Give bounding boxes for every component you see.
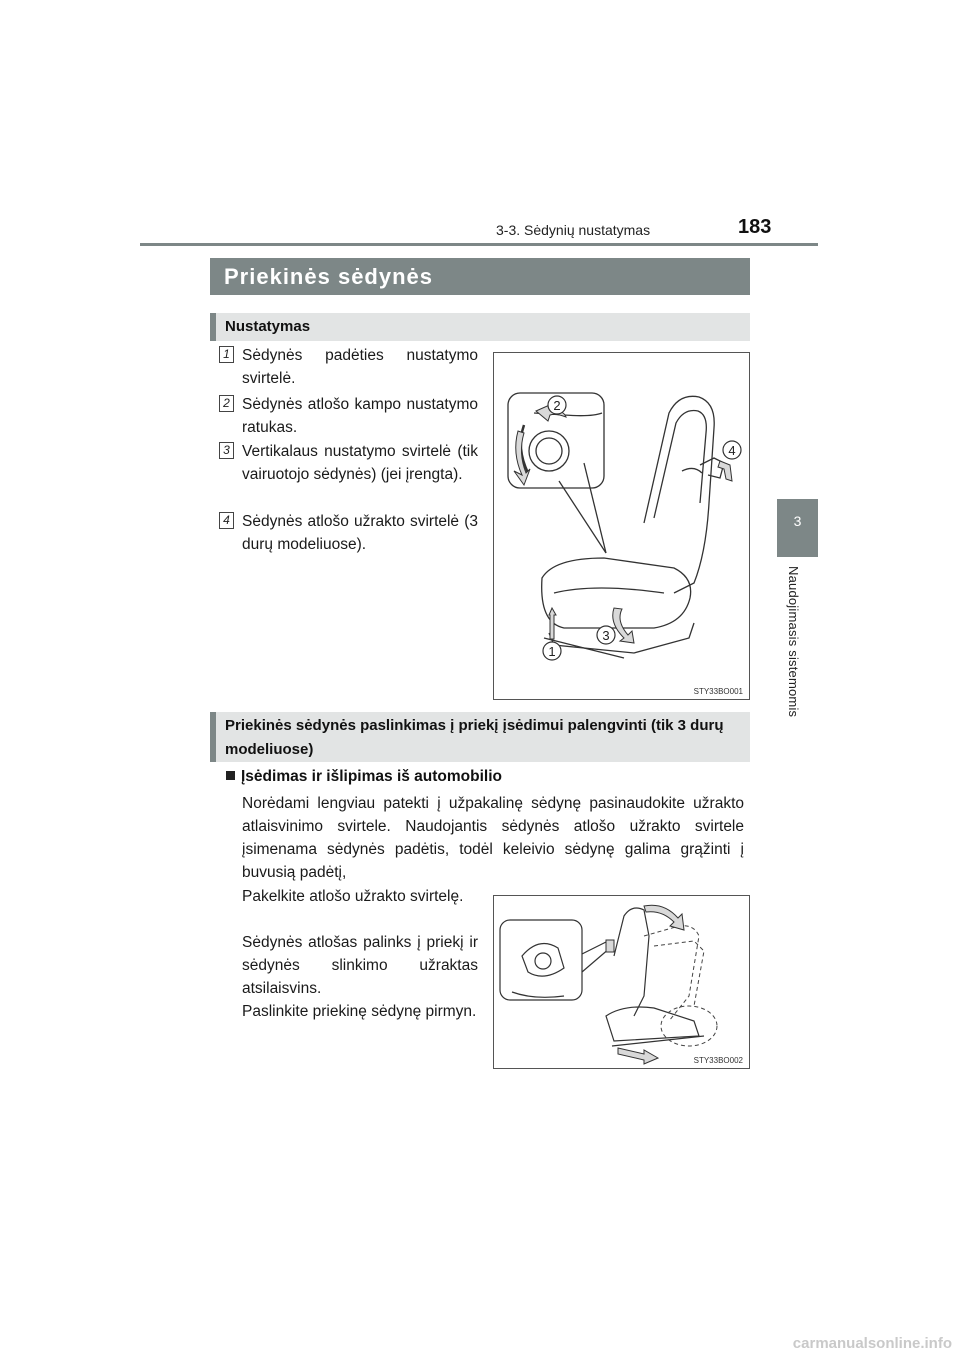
header-divider xyxy=(140,243,818,246)
list-item: Vertikalaus nustatymo svirtelė (tik vairuotojo sėdynės) (jei įrengta). xyxy=(242,443,478,483)
step-text: Pakelkite atlošo užrakto svirtelę. xyxy=(242,888,464,905)
list-item: Sėdynės atlošo užrakto svirtelė (3 durų modeliuose). xyxy=(242,513,478,553)
bullet-square-icon xyxy=(226,771,235,780)
paragraph: Norėdami lengviau patekti į užpakalinę sėdynę pasinaudokite užrakto atlaisvinimo svirtele. Naudojantis sėdynės atlošo užrakto svirtele įsimenama sėdynės padėtis, todėl keleivio sėdynę galima grąžinti į buvusią padėtį, xyxy=(242,795,744,881)
callout-3: 3 xyxy=(602,628,610,643)
list-item: Sėdynės atlošo kampo nustatymo ratukas. xyxy=(242,396,478,436)
callout-1: 1 xyxy=(548,644,556,659)
seat-adjustment-figure xyxy=(493,352,750,700)
callout-4: 4 xyxy=(728,443,736,458)
item-number-badge: 1 xyxy=(219,346,234,363)
item-number-badge: 2 xyxy=(219,395,234,412)
chapter-tab: 3 xyxy=(777,499,818,557)
list-item: Sėdynės padėties nustatymo svirtelė. xyxy=(242,347,478,387)
header-section-title: 3-3. Sėdynių nustatymas xyxy=(496,222,651,238)
item-number-badge: 4 xyxy=(219,512,234,529)
step-text: Sėdynės atlošas palinks į priekį ir sėdynės slinkimo užraktas atsilaisvins. xyxy=(242,934,478,997)
step-text: Paslinkite priekinę sėdynę pirmyn. xyxy=(242,1003,477,1020)
bullet-heading: Įsėdimas ir išlipimas iš automobilio xyxy=(226,768,502,786)
item-number-badge: 3 xyxy=(219,442,234,459)
subsection-title-adjustment: Nustatymas xyxy=(210,313,750,341)
page-number: 183 xyxy=(738,216,772,238)
easy-entry-figure xyxy=(493,895,750,1069)
figure-code: STY33BO002 xyxy=(693,1056,743,1065)
figure-code: STY33BO001 xyxy=(693,687,743,696)
subsection-title-easy-entry: Priekinės sėdynės paslinkimas į priekį įsėdimui palengvinti (tik 3 durų modeliuose) xyxy=(210,712,750,762)
seat-illustration xyxy=(494,353,749,699)
callout-2: 2 xyxy=(553,398,561,413)
chapter-tab-label: Naudojimasis sistemomis xyxy=(786,566,801,718)
watermark: carmanualsonline.info xyxy=(792,1335,952,1352)
easy-entry-illustration xyxy=(494,896,749,1068)
section-title: Priekinės sėdynės xyxy=(210,258,750,295)
